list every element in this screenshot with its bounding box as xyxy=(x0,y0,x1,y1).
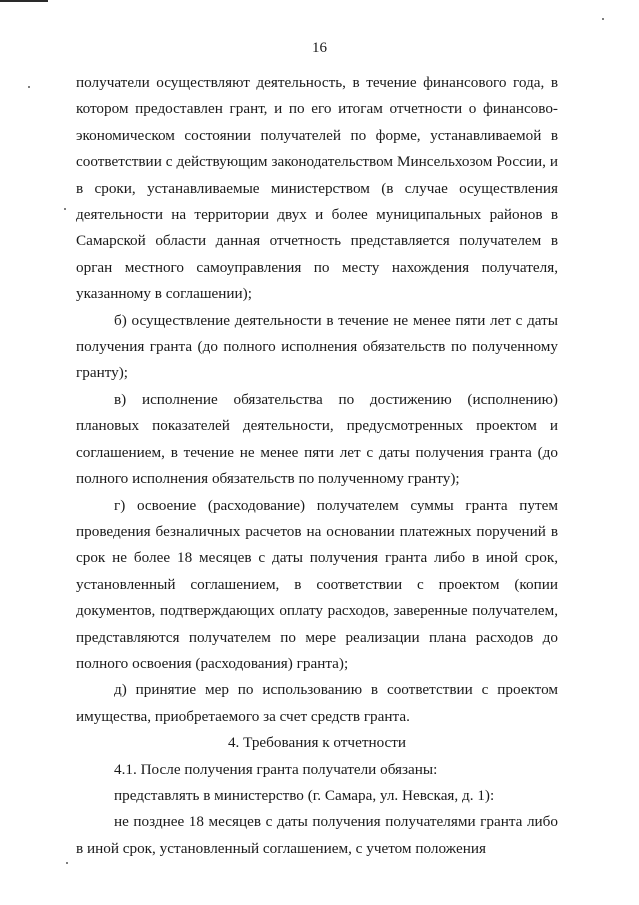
paragraph-item-b: б) осуществление деятельности в течение не менее пяти лет с даты получения гранта (до полного исполнения обязательств по полученному гранту); xyxy=(76,311,558,382)
scan-speck xyxy=(28,86,30,88)
document-body xyxy=(76,70,558,862)
paragraph-continuation: получатели осуществляют деятельность, в течение финансового года, в котором предоставлен грант, и по его итогам отчетности о финансово-экономическом состоянии получателей по форме, устанавливаемой в соответствии с действующим законодательством Минсельхозом России, и в сроки, устанавливаемые министерством (в случае осуществления деятельности на территории двух и более муниципальных районов в Самарской области данная отчетность представляется получателем в орган местного самоуправления по месту нахождения получателя, указанному в соглашении); xyxy=(76,74,558,303)
paragraph-item-d: д) принятие мер по использованию в соответствии с проектом имущества, приобретаемого за счет средств гранта. xyxy=(76,681,558,725)
paragraph-deadline: не позднее 18 месяцев с даты получения получателями гранта либо в иной срок, установленный соглашением, с учетом положения xyxy=(76,813,558,857)
section-heading: 4. Требования к отчетности xyxy=(227,734,407,752)
scan-speck xyxy=(66,862,68,864)
scan-edge-mark xyxy=(0,0,48,2)
paragraph-item-g: г) освоение (расходование) получателем суммы гранта путем проведения безналичных расчетов на основании платежных поручений в срок не более 18 месяцев с даты получения гранта либо в иной срок, установленный соглашением, в соответствии с проектом (копии документов, подтверждающих оплату расходов, заверенные получателем, представляются получателем по мере реализации плана расходов до полного освоения (расходования) гранта); xyxy=(76,496,558,672)
paragraph-submit-to: представлять в министерство (г. Самара, ул. Невская, д. 1): xyxy=(114,786,495,804)
paragraph-4-1: 4.1. После получения гранта получатели обязаны: xyxy=(114,760,438,778)
page-number: 16 xyxy=(312,40,327,56)
paragraph-item-v: в) исполнение обязательства по достижению (исполнению) плановых показателей деятельности, предусмотренных проектом и соглашением, в течение не менее пяти лет с даты получения гранта (до полного исполнения обязательств по полученному гранту); xyxy=(76,390,558,488)
scan-speck xyxy=(602,18,604,20)
scan-speck xyxy=(64,208,66,210)
